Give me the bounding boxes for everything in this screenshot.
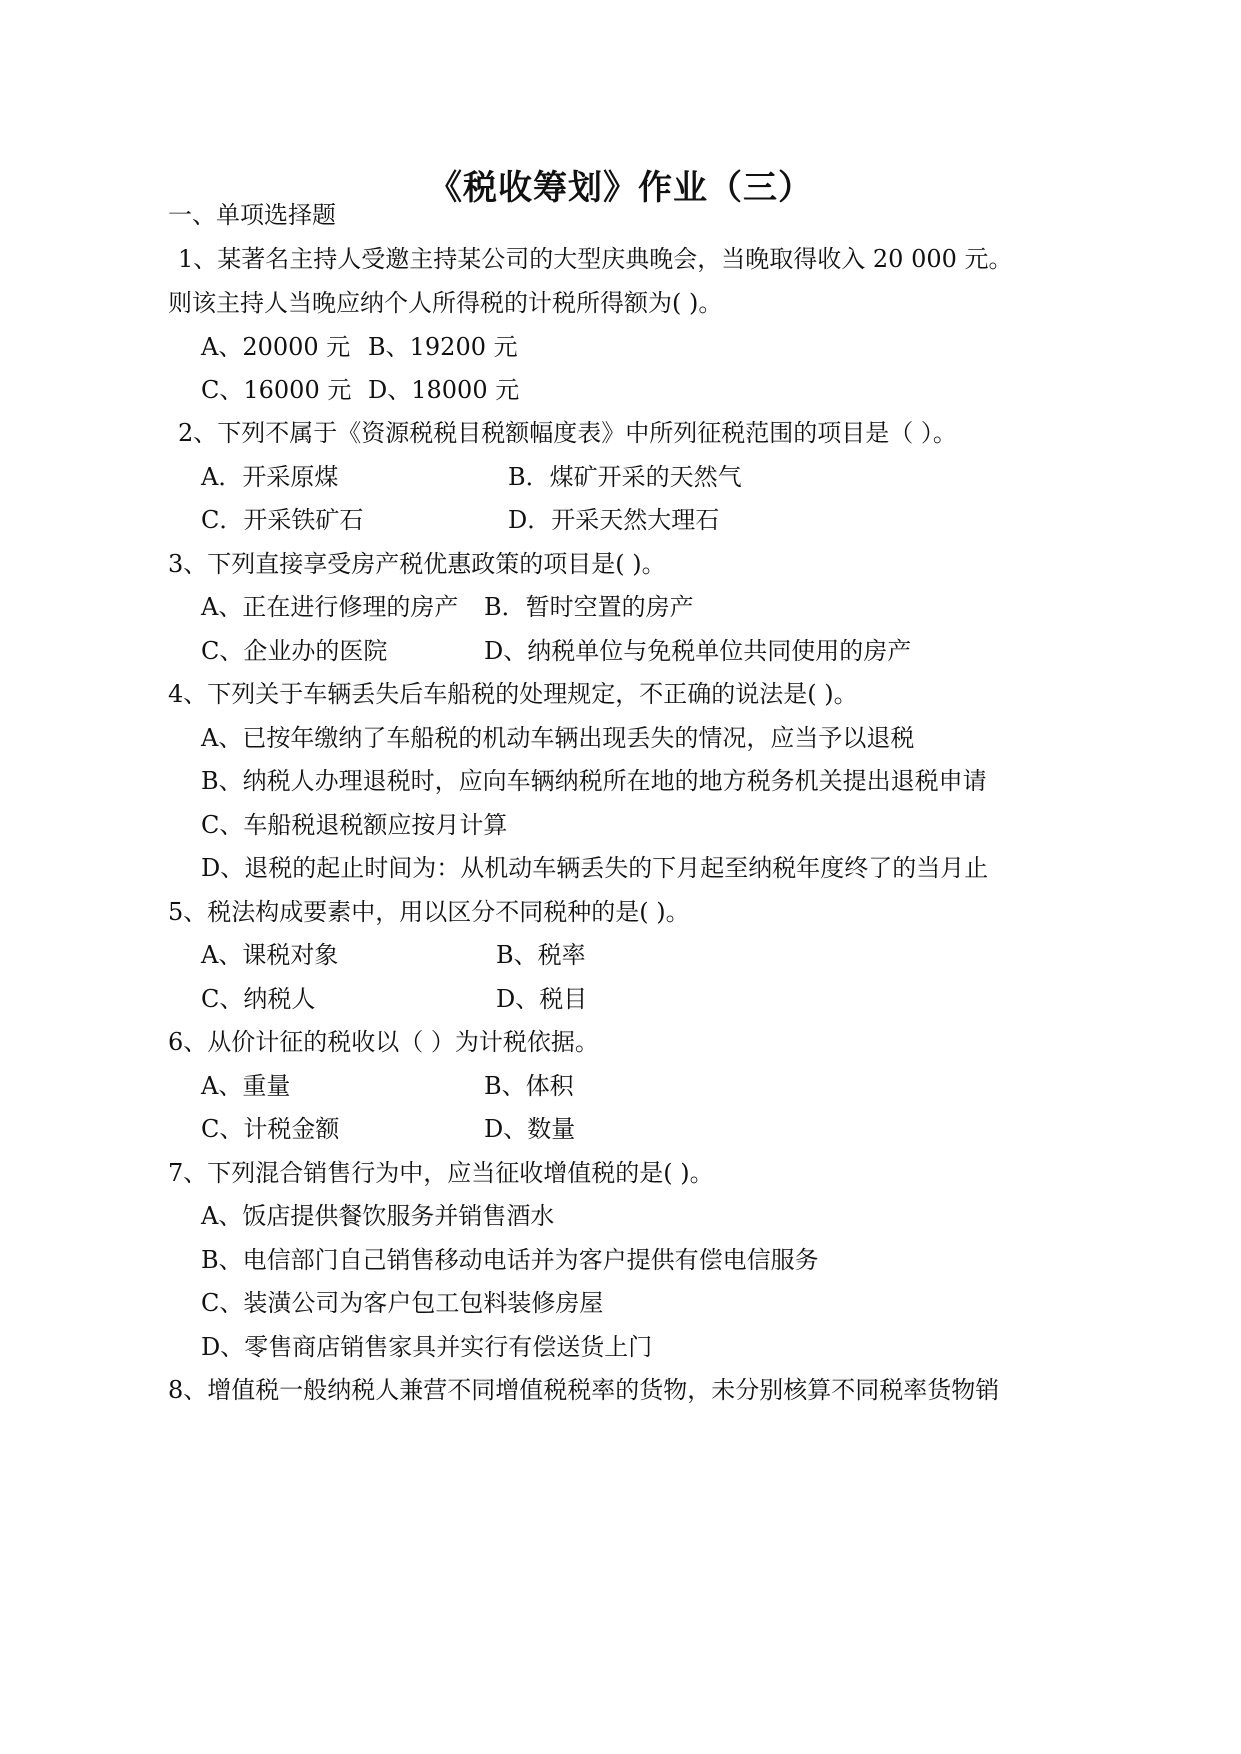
question-6-option-c: C、计税金额 <box>201 1115 340 1143</box>
question-3-option-a: A、正在进行修理的房产 <box>201 593 459 621</box>
question-7-option-c: C、装潢公司为客户包工包料装修房屋 <box>201 1289 604 1317</box>
question-7-option-a: A、饭店提供餐饮服务并销售酒水 <box>201 1202 555 1230</box>
question-4-stem: 4、下列关于车辆丢失后车船税的处理规定，不正确的说法是( )。 <box>168 680 858 708</box>
question-4-option-c: C、车船税退税额应按月计算 <box>201 811 508 839</box>
question-7-option-d: D、零售商店销售家具并实行有偿送货上门 <box>201 1333 653 1361</box>
question-5-option-c: C、纳税人 <box>201 985 316 1013</box>
question-1-stem-line-1: 1、某著名主持人受邀主持某公司的大型庆典晚会，当晚取得收入 20 000 元。 <box>178 245 1013 273</box>
question-1-option-a: A、20000 元 <box>201 333 351 361</box>
question-1-stem-line-2: 则该主持人当晚应纳个人所得税的计税所得额为( )。 <box>168 289 723 317</box>
question-5-option-d: D、税目 <box>496 985 588 1013</box>
section-heading: 一、单项选择题 <box>168 201 336 229</box>
question-2-option-c: C．开采铁矿石 <box>201 506 364 534</box>
question-5-stem: 5、税法构成要素中，用以区分不同税种的是( )。 <box>168 898 690 926</box>
question-1-option-b: B、19200 元 <box>368 333 518 361</box>
question-6-stem: 6、从价计征的税收以（ ）为计税依据。 <box>168 1028 599 1056</box>
question-6-option-b: B、体积 <box>484 1072 574 1100</box>
question-7-option-b: B、电信部门自己销售移动电话并为客户提供有偿电信服务 <box>201 1246 819 1274</box>
question-2-option-d: D．开采天然大理石 <box>508 506 720 534</box>
question-5-option-b: B、税率 <box>496 941 586 969</box>
question-3-option-b: B．暂时空置的房产 <box>484 593 694 621</box>
question-6-option-d: D、数量 <box>484 1115 576 1143</box>
question-2-option-a: A．开采原煤 <box>201 463 339 491</box>
question-3-option-d: D、纳税单位与免税单位共同使用的房产 <box>484 637 912 665</box>
document-title: 《税收筹划》作业（三） <box>428 168 813 208</box>
question-3-stem: 3、下列直接享受房产税优惠政策的项目是( )。 <box>168 550 666 578</box>
question-2-stem: 2、下列不属于《资源税税目税额幅度表》中所列征税范围的项目是（ ）。 <box>178 419 957 447</box>
question-4-option-d: D、退税的起止时间为：从机动车辆丢失的下月起至纳税年度终了的当月止 <box>201 854 989 882</box>
question-1-option-d: D、18000 元 <box>368 376 520 404</box>
question-8-stem: 8、增值税一般纳税人兼营不同增值税税率的货物，未分别核算不同税率货物销 <box>168 1376 1000 1404</box>
question-7-stem: 7、下列混合销售行为中，应当征收增值税的是( )。 <box>168 1159 714 1187</box>
question-1-option-c: C、16000 元 <box>201 376 352 404</box>
question-4-option-b: B、纳税人办理退税时，应向车辆纳税所在地的地方税务机关提出退税申请 <box>201 767 987 795</box>
question-4-option-a: A、已按年缴纳了车船税的机动车辆出现丢失的情况，应当予以退税 <box>201 724 915 752</box>
question-2-option-b: B．煤矿开采的天然气 <box>508 463 742 491</box>
question-6-option-a: A、重量 <box>201 1072 291 1100</box>
question-5-option-a: A、课税对象 <box>201 941 339 969</box>
question-3-option-c: C、企业办的医院 <box>201 637 388 665</box>
